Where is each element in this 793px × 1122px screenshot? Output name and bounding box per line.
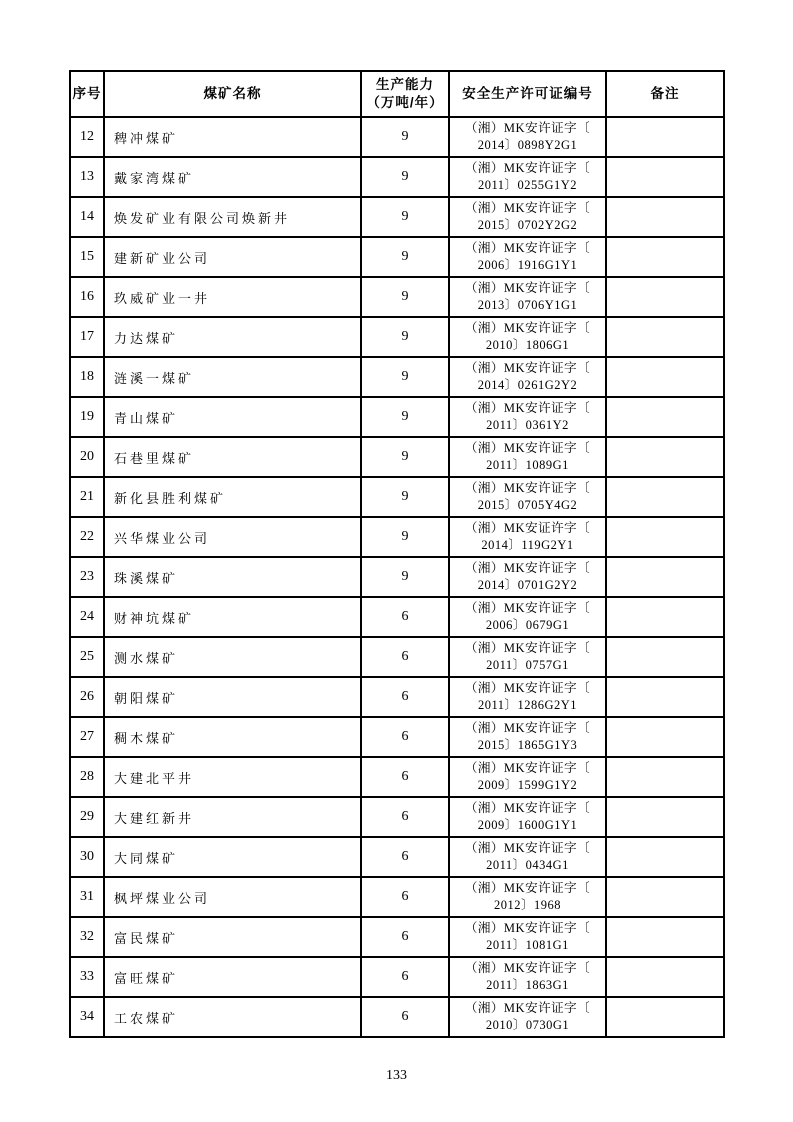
row-index: 29 (70, 797, 104, 837)
license-line1: （湘）MK安许证字〔 (464, 840, 591, 855)
remark-cell (606, 277, 724, 317)
capacity-value: 9 (361, 317, 449, 357)
mine-name: 富民煤矿 (104, 917, 361, 957)
table-row (70, 997, 724, 1037)
table-row (70, 637, 724, 677)
header-capacity-line1: 生产能力 (376, 77, 434, 93)
license-line2: 2015〕0702Y2G2 (477, 218, 578, 232)
row-index: 27 (70, 717, 104, 757)
capacity-value: 6 (361, 597, 449, 637)
mine-name: 玖威矿业一井 (104, 277, 361, 317)
mine-name: 焕发矿业有限公司焕新井 (104, 197, 361, 237)
license-line1: （湘）MK安许证字〔 (464, 360, 591, 375)
row-index: 23 (70, 557, 104, 597)
row-index: 26 (70, 677, 104, 717)
mine-name: 青山煤矿 (104, 397, 361, 437)
license-line2: 2015〕0705Y4G2 (477, 498, 578, 512)
license-line2: 2011〕1089G1 (486, 458, 569, 472)
license-line1: （湘）MK安许证字〔 (464, 600, 591, 615)
row-index: 24 (70, 597, 104, 637)
license-line2: 2006〕1916G1Y1 (477, 258, 578, 272)
license-number (449, 637, 606, 677)
row-index: 18 (70, 357, 104, 397)
license-number (449, 157, 606, 197)
capacity-value: 9 (361, 477, 449, 517)
header-index: 序号 (70, 71, 104, 117)
remark-cell (606, 957, 724, 997)
license-line2: 2014〕0261G2Y2 (477, 378, 578, 392)
table-row (70, 877, 724, 917)
license-line1: （湘）MK安许证字〔 (464, 400, 591, 415)
license-line2: 2014〕119G2Y1 (481, 538, 574, 552)
license-line2: 2011〕0434G1 (486, 858, 569, 872)
mine-name: 富旺煤矿 (104, 957, 361, 997)
remark-cell (606, 237, 724, 277)
capacity-value: 9 (361, 157, 449, 197)
row-index: 15 (70, 237, 104, 277)
license-line2: 2006〕0679G1 (485, 618, 570, 632)
capacity-value: 6 (361, 797, 449, 837)
coal-mine-table (69, 70, 725, 1038)
table-row (70, 277, 724, 317)
table-row (70, 157, 724, 197)
license-line2: 2011〕1286G2Y1 (477, 698, 578, 712)
capacity-value: 6 (361, 877, 449, 917)
license-number (449, 317, 606, 357)
mine-name: 大建北平井 (104, 757, 361, 797)
license-number (449, 997, 606, 1037)
capacity-value: 9 (361, 397, 449, 437)
header-mine-name: 煤矿名称 (104, 71, 361, 117)
capacity-value: 9 (361, 437, 449, 477)
license-line1: （湘）MK安许证字〔 (464, 960, 591, 975)
license-line1: （湘）MK安许证字〔 (464, 160, 591, 175)
capacity-value: 6 (361, 997, 449, 1037)
license-line1: （湘）MK安许证字〔 (464, 440, 591, 455)
row-index: 31 (70, 877, 104, 917)
row-index: 19 (70, 397, 104, 437)
row-index: 33 (70, 957, 104, 997)
table-row (70, 837, 724, 877)
row-index: 20 (70, 437, 104, 477)
table-body (70, 117, 724, 1037)
remark-cell (606, 157, 724, 197)
capacity-value: 6 (361, 917, 449, 957)
license-line2: 2010〕0730G1 (485, 1018, 570, 1032)
remark-cell (606, 597, 724, 637)
row-index: 34 (70, 997, 104, 1037)
row-index: 22 (70, 517, 104, 557)
remark-cell (606, 397, 724, 437)
table-row (70, 957, 724, 997)
row-index: 30 (70, 837, 104, 877)
table-row (70, 477, 724, 517)
header-license: 安全生产许可证编号 (449, 71, 606, 117)
page-number: 133 (386, 1068, 407, 1083)
license-number (449, 117, 606, 157)
table-row (70, 797, 724, 837)
capacity-value: 6 (361, 837, 449, 877)
table-row (70, 717, 724, 757)
remark-cell (606, 837, 724, 877)
row-index: 12 (70, 117, 104, 157)
license-number (449, 397, 606, 437)
license-number (449, 677, 606, 717)
table-row (70, 437, 724, 477)
table-header-row (70, 71, 724, 117)
license-line1: （湘）MK安许证字〔 (464, 800, 591, 815)
license-line1: （湘）MK安许证字〔 (464, 200, 591, 215)
license-number (449, 237, 606, 277)
license-number (449, 877, 606, 917)
header-remark: 备注 (606, 71, 724, 117)
mine-name: 工农煤矿 (104, 997, 361, 1037)
capacity-value: 9 (361, 517, 449, 557)
mine-name: 力达煤矿 (104, 317, 361, 357)
row-index: 17 (70, 317, 104, 357)
license-line1: （湘）MK安许证字〔 (464, 240, 591, 255)
mine-name: 测水煤矿 (104, 637, 361, 677)
remark-cell (606, 757, 724, 797)
mine-name: 建新矿业公司 (104, 237, 361, 277)
row-index: 28 (70, 757, 104, 797)
license-line1: （湘）MK安许证字〔 (464, 480, 591, 495)
license-number (449, 477, 606, 517)
license-line2: 2014〕0701G2Y2 (477, 578, 578, 592)
license-line2: 2015〕1865G1Y3 (477, 738, 578, 752)
license-line1: （湘）MK安许证字〔 (464, 720, 591, 735)
mine-name: 新化县胜利煤矿 (104, 477, 361, 517)
mine-name: 大建红新井 (104, 797, 361, 837)
remark-cell (606, 637, 724, 677)
mine-name: 朝阳煤矿 (104, 677, 361, 717)
license-line2: 2011〕0255G1Y2 (477, 178, 578, 192)
remark-cell (606, 997, 724, 1037)
table-row (70, 317, 724, 357)
license-number (449, 357, 606, 397)
mine-name: 石巷里煤矿 (104, 437, 361, 477)
license-line1: （湘）MK安许证字〔 (464, 320, 591, 335)
capacity-value: 6 (361, 757, 449, 797)
header-capacity (361, 71, 449, 117)
table-row (70, 357, 724, 397)
table-row (70, 917, 724, 957)
table-row (70, 597, 724, 637)
license-line1: （湘）MK安许证字〔 (464, 1000, 591, 1015)
license-line1: （湘）MK安许证字〔 (464, 680, 591, 695)
row-index: 14 (70, 197, 104, 237)
capacity-value: 6 (361, 957, 449, 997)
license-number (449, 957, 606, 997)
row-index: 16 (70, 277, 104, 317)
mine-name: 兴华煤业公司 (104, 517, 361, 557)
mine-name: 枫坪煤业公司 (104, 877, 361, 917)
license-line1: （湘）MK安许证字〔 (464, 640, 591, 655)
remark-cell (606, 557, 724, 597)
license-number (449, 757, 606, 797)
capacity-value: 9 (361, 357, 449, 397)
license-line2: 2012〕1968 (493, 898, 561, 912)
table-row (70, 757, 724, 797)
capacity-value: 6 (361, 637, 449, 677)
license-line2: 2010〕1806G1 (485, 338, 570, 352)
license-number (449, 837, 606, 877)
mine-name: 稗冲煤矿 (104, 117, 361, 157)
mine-name: 戴家湾煤矿 (104, 157, 361, 197)
license-number (449, 797, 606, 837)
row-index: 21 (70, 477, 104, 517)
mine-name: 珠溪煤矿 (104, 557, 361, 597)
license-line2: 2009〕1599G1Y2 (477, 778, 578, 792)
remark-cell (606, 317, 724, 357)
license-line1: （湘）MK安许证字〔 (464, 920, 591, 935)
capacity-value: 6 (361, 677, 449, 717)
license-number (449, 717, 606, 757)
remark-cell (606, 197, 724, 237)
table-row (70, 397, 724, 437)
license-number (449, 437, 606, 477)
license-number (449, 517, 606, 557)
license-line1: （湘）MK安许证字〔 (464, 880, 591, 895)
mine-name: 稠木煤矿 (104, 717, 361, 757)
remark-cell (606, 437, 724, 477)
license-line2: 2011〕0361Y2 (486, 418, 569, 432)
remark-cell (606, 677, 724, 717)
license-line2: 2009〕1600G1Y1 (477, 818, 578, 832)
mine-name: 涟溪一煤矿 (104, 357, 361, 397)
license-number (449, 277, 606, 317)
table-row (70, 197, 724, 237)
license-number (449, 597, 606, 637)
row-index: 13 (70, 157, 104, 197)
license-line2: 2014〕0898Y2G1 (477, 138, 578, 152)
table-row (70, 117, 724, 157)
table-row (70, 237, 724, 277)
capacity-value: 9 (361, 557, 449, 597)
license-line2: 2013〕0706Y1G1 (477, 298, 578, 312)
remark-cell (606, 357, 724, 397)
capacity-value: 9 (361, 197, 449, 237)
capacity-value: 9 (361, 117, 449, 157)
row-index: 32 (70, 917, 104, 957)
license-line2: 2011〕1081G1 (486, 938, 569, 952)
table-row (70, 557, 724, 597)
capacity-value: 9 (361, 277, 449, 317)
license-line2: 2011〕0757G1 (486, 658, 569, 672)
remark-cell (606, 797, 724, 837)
license-line2: 2011〕1863G1 (486, 978, 569, 992)
mine-name: 大同煤矿 (104, 837, 361, 877)
license-number (449, 197, 606, 237)
table-row (70, 517, 724, 557)
header-capacity-line2: （万吨/年） (366, 95, 444, 110)
capacity-value: 6 (361, 717, 449, 757)
table-row (70, 677, 724, 717)
license-number (449, 917, 606, 957)
remark-cell (606, 917, 724, 957)
remark-cell (606, 717, 724, 757)
remark-cell (606, 517, 724, 557)
license-line1: （湘）MK安许证字〔 (464, 120, 591, 135)
license-line1: （湘）MK安许证字〔 (464, 760, 591, 775)
license-line1: （湘）MK安许证字〔 (464, 280, 591, 295)
license-line1: （湘）MK安许证字〔 (464, 560, 591, 575)
remark-cell (606, 477, 724, 517)
remark-cell (606, 117, 724, 157)
license-line1: （湘）MK安证许字〔 (464, 520, 591, 535)
row-index: 25 (70, 637, 104, 677)
remark-cell (606, 877, 724, 917)
license-number (449, 557, 606, 597)
capacity-value: 9 (361, 237, 449, 277)
mine-name: 财神坑煤矿 (104, 597, 361, 637)
